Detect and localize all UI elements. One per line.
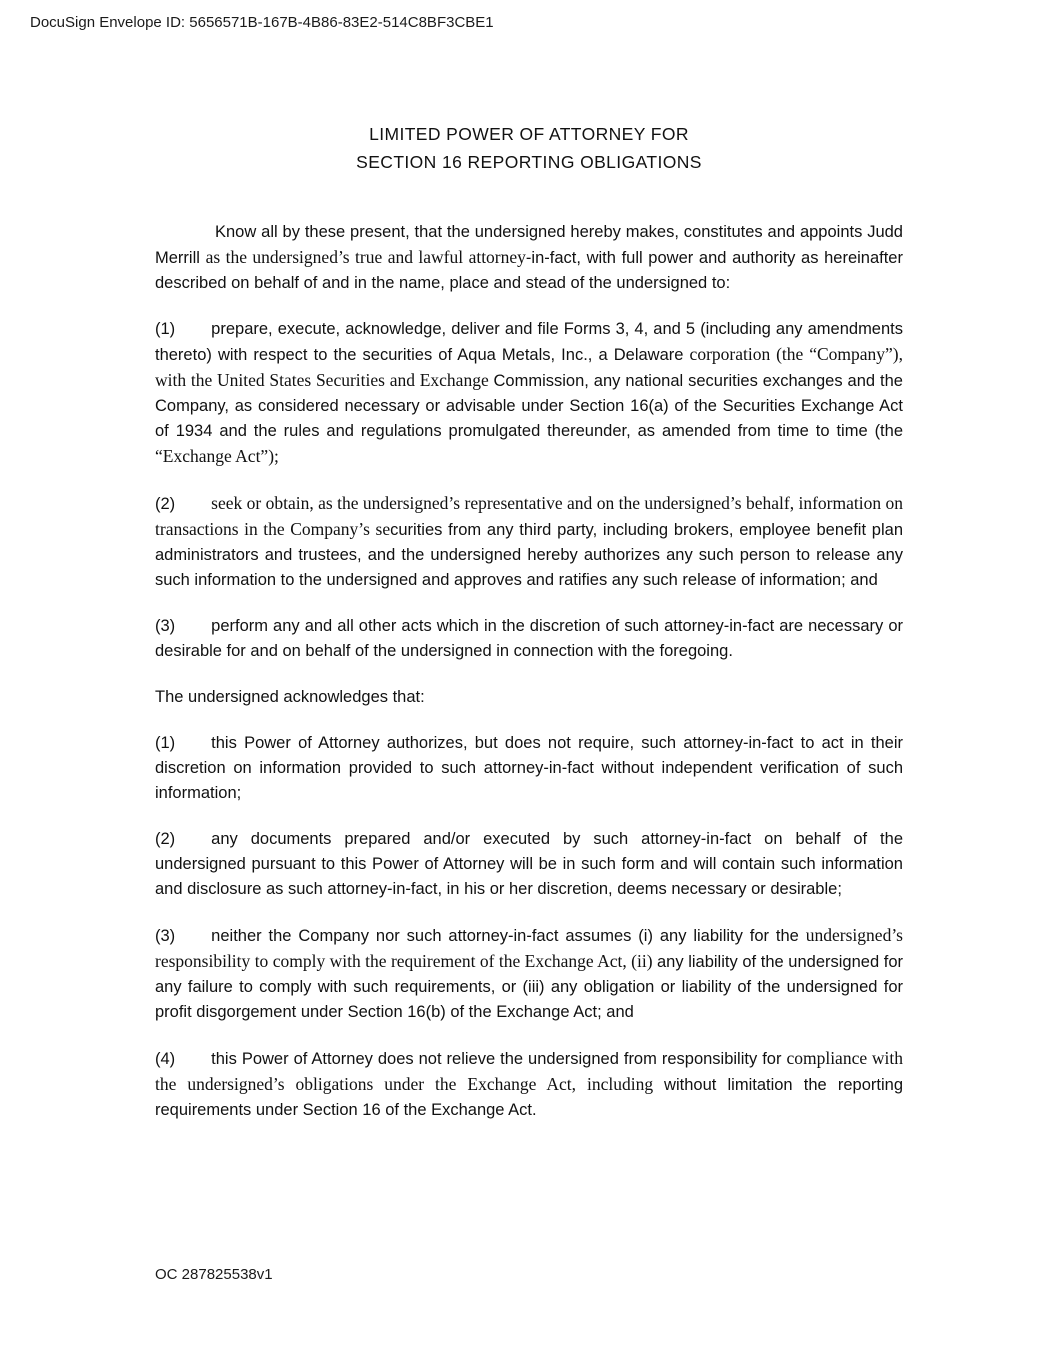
ack-4-number: (4) xyxy=(155,1050,176,1068)
intro-paragraph xyxy=(155,220,903,296)
document-title-line2: SECTION 16 REPORTING OBLIGATIONS xyxy=(356,152,702,172)
power-paragraph-3 xyxy=(155,614,903,664)
docusign-envelope-id: DocuSign Envelope ID: 5656571B-167B-4B86-83E2-514C8BF3CBE1 xyxy=(30,14,494,31)
ack-2-number: (2) xyxy=(155,830,176,848)
power-1-seg3: Commission, any national securities exchanges and the Company, as considered necessary or advisable under Section 16(a) of the Securities Exchange Act of 1934 and the rules and regulations promulgated thereunder, as amended from time to time (the xyxy=(155,372,903,440)
ack-2-seg1: any documents prepared and/or executed by such attorney-in-fact on behalf of the undersigned pursuant to this Power of Attorney will be in such form and will contain such information and disclosure as such attorney-in-fact, in his or her discretion, deems necessary or desirable; xyxy=(155,830,903,898)
ack-3-seg2: undersigned’s responsibility to comply with the requirement of the Exchange Act, (ii) xyxy=(155,925,903,971)
ack-1-seg1: this Power of Attorney authorizes, but does not require, such attorney-in-fact to act in their discretion on information provided to such attorney-in-fact without independent verification of such information; xyxy=(155,734,903,802)
ack-3-number: (3) xyxy=(155,927,176,945)
power-paragraph-1 xyxy=(155,317,903,470)
document-body xyxy=(155,120,903,1144)
document-title xyxy=(155,120,903,176)
ack-4-seg2: compliance with the undersigned’s obligations under the Exchange Act, including xyxy=(155,1048,903,1094)
intro-seg3: -in-fact, with full power and authority as hereinafter described on behalf of and in the name, place and stead of the undersigned to: xyxy=(155,249,903,292)
power-1-seg2: corporation (the “Company”), with the United States Securities and Exchange xyxy=(155,344,903,390)
power-3-number: (3) xyxy=(155,617,176,635)
ack-3-seg1: neither the Company nor such attorney-in-fact assumes (i) any liability for the xyxy=(211,927,806,945)
power-1-seg4: “Exchange Act”); xyxy=(155,446,279,466)
ack-3-seg3: any liability of the undersigned for any failure to comply with such requirements, or (iii) any obligation or liability of the undersigned for profit disgorgement under Section 16(b) of the Exchange Act; and xyxy=(155,953,903,1021)
power-1-seg1: prepare, execute, acknowledge, deliver and file Forms 3, 4, and 5 (including any amendments thereto) with respect to the securities of Aqua Metals, Inc., a Delaware xyxy=(155,320,903,364)
ack-paragraph-1 xyxy=(155,731,903,806)
document-title-line1: LIMITED POWER OF ATTORNEY FOR xyxy=(369,124,689,144)
document-reference-number: OC 287825538v1 xyxy=(155,1266,273,1283)
ack-paragraph-3 xyxy=(155,923,903,1025)
ack-4-seg1: this Power of Attorney does not relieve the undersigned from responsibility for xyxy=(211,1050,787,1068)
power-2-seg2: curities from any third party, including brokers, employee benefit plan administrators and trustees, and the undersigned hereby authorizes any such person to release any such information to the undersigned and approves and ratifies any such release of information; and xyxy=(155,521,903,589)
ack-paragraph-2 xyxy=(155,827,903,902)
power-paragraph-2 xyxy=(155,491,903,593)
ack-4-seg3: without limitation the reporting requirements under Section 16 of the Exchange Act. xyxy=(155,1076,903,1119)
power-3-seg1: perform any and all other acts which in the discretion of such attorney-in-fact are necessary or desirable for and on behalf of the undersigned in connection with the foregoing. xyxy=(155,617,903,660)
ack-1-number: (1) xyxy=(155,734,176,752)
ack-paragraph-4 xyxy=(155,1046,903,1123)
power-2-seg1: seek or obtain, as the undersigned’s representative and on the undersigned’s behalf, information on transactions in the Company’s se xyxy=(155,493,903,539)
acknowledge-intro: The undersigned acknowledges that: xyxy=(155,688,425,706)
intro-seg2: as the undersigned’s true and lawful attorney xyxy=(205,247,526,267)
intro-seg1: Know all by these present, that the undersigned hereby makes, constitutes and appoints Judd Merrill xyxy=(155,223,903,267)
power-2-number: (2) xyxy=(155,495,176,513)
power-1-number: (1) xyxy=(155,320,176,338)
